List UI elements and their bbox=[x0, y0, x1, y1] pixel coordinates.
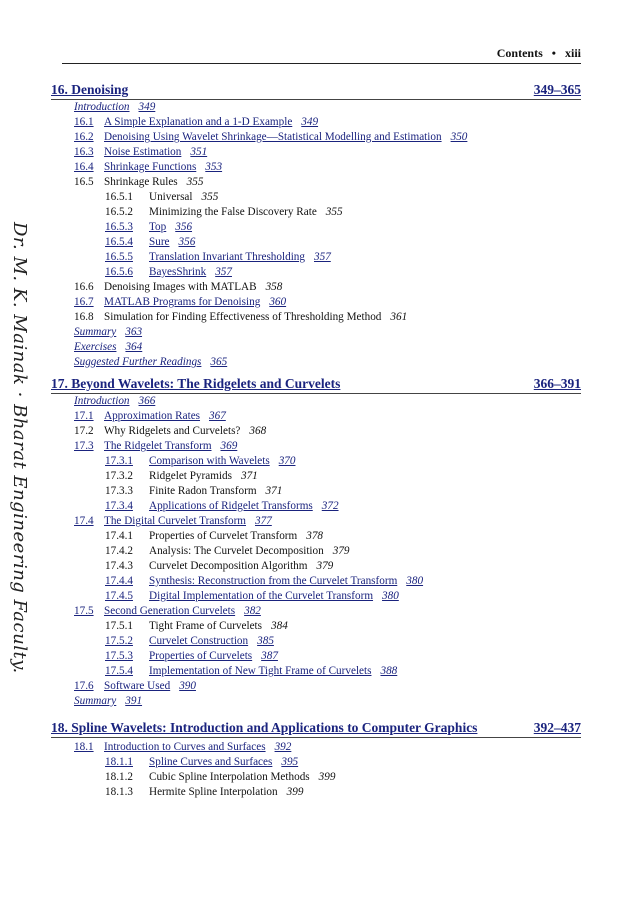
toc-entry[interactable] bbox=[74, 160, 222, 175]
toc-entry-page[interactable]: 366 bbox=[138, 395, 156, 407]
toc-entry bbox=[74, 310, 407, 325]
toc-entry[interactable] bbox=[74, 355, 227, 370]
toc-entry-number: 16.5.4 bbox=[105, 236, 133, 248]
chapter-page-range[interactable]: 349–365 bbox=[533, 82, 581, 97]
chapter-rule bbox=[51, 737, 581, 738]
toc-entry-number: 17.3 bbox=[74, 440, 94, 452]
toc-entry-title[interactable]: Software Used bbox=[104, 680, 171, 692]
toc-entry-title[interactable]: Denoising Using Wavelet Shrinkage—Statistical Modelling and Estimation bbox=[104, 131, 442, 143]
toc-entry-page[interactable]: 360 bbox=[269, 296, 287, 308]
toc-entry-page[interactable]: 364 bbox=[125, 341, 143, 353]
toc-entry-title: Finite Radon Transform bbox=[149, 485, 257, 497]
toc-entry-title[interactable]: Implementation of New Tight Frame of Curvelets bbox=[149, 665, 372, 677]
toc-entry-page[interactable]: 370 bbox=[278, 455, 296, 467]
toc-entry-page: 384 bbox=[271, 620, 288, 632]
toc-entry-page[interactable]: 390 bbox=[179, 680, 196, 692]
toc-entry bbox=[105, 619, 288, 634]
toc-entry-title[interactable]: Comparison with Wavelets bbox=[149, 455, 270, 467]
toc-entry-title[interactable]: Introduction bbox=[74, 101, 130, 113]
toc-entry-number: 18.1.1 bbox=[105, 756, 133, 768]
toc-entry-title[interactable]: Introduction bbox=[74, 395, 130, 407]
toc-entry bbox=[105, 190, 218, 205]
toc-entry-number: 17.3.1 bbox=[105, 455, 133, 467]
toc-entry-title[interactable]: The Digital Curvelet Transform bbox=[104, 515, 247, 527]
toc-entry[interactable] bbox=[74, 145, 207, 160]
toc-entry-number: 16.7 bbox=[74, 296, 94, 308]
running-head bbox=[62, 46, 581, 61]
toc-entry-number: 17.4.1 bbox=[105, 530, 133, 542]
chapter-title[interactable]: 16. Denoising bbox=[51, 82, 129, 97]
toc-entry[interactable] bbox=[74, 679, 196, 694]
toc-entry[interactable] bbox=[105, 499, 339, 514]
toc-entry-page[interactable]: 392 bbox=[274, 741, 292, 753]
toc-entry bbox=[105, 469, 258, 484]
handwritten-watermark: Dr. M. K. Mainak · Bharat Engineering Faculty. bbox=[9, 222, 30, 674]
toc-entry[interactable] bbox=[105, 664, 397, 679]
toc-entry bbox=[105, 484, 282, 499]
toc-entry-page: 399 bbox=[286, 786, 304, 798]
toc-entry[interactable] bbox=[105, 454, 295, 469]
toc-entry-page[interactable]: 388 bbox=[380, 665, 398, 677]
toc-entry-page[interactable]: 391 bbox=[125, 695, 143, 707]
toc-entry-page: 355 bbox=[201, 191, 219, 203]
toc-entry-number: 17.3.3 bbox=[105, 485, 133, 497]
toc-entry[interactable] bbox=[105, 589, 399, 604]
toc-entry-number: 16.5.1 bbox=[105, 191, 133, 203]
toc-entry-title: Shrinkage Rules bbox=[104, 176, 178, 188]
toc-entry-page: 361 bbox=[390, 311, 408, 323]
toc-entry-number: 17.5.3 bbox=[105, 650, 133, 662]
toc-entry-number: 17.4.4 bbox=[105, 575, 133, 587]
toc-entry-title: Properties of Curvelet Transform bbox=[149, 530, 298, 542]
toc-entry[interactable] bbox=[105, 265, 232, 280]
toc-entry-number: 16.5.2 bbox=[105, 206, 133, 218]
toc-entry-number: 17.4 bbox=[74, 515, 94, 527]
toc-entry-title: Minimizing the False Discovery Rate bbox=[149, 206, 317, 218]
toc-entry-page[interactable]: 349 bbox=[301, 116, 319, 128]
toc-entry-number: 16.2 bbox=[74, 131, 94, 143]
toc-entry-title: Hermite Spline Interpolation bbox=[149, 786, 278, 798]
toc-entry-number: 17.4.2 bbox=[105, 545, 133, 557]
toc-entry-number: 16.8 bbox=[74, 311, 94, 323]
toc-entry-title[interactable]: Digital Implementation of the Curvelet Transform bbox=[149, 590, 374, 602]
toc-entry-number: 17.3.4 bbox=[105, 500, 133, 512]
toc-entry-number: 18.1.2 bbox=[105, 771, 133, 783]
toc-entry-title: Simulation for Finding Effectiveness of Thresholding Method bbox=[104, 311, 382, 323]
toc-entry-title[interactable]: Spline Curves and Surfaces bbox=[149, 756, 273, 768]
toc-entry-page[interactable]: 365 bbox=[210, 356, 228, 368]
toc-entry bbox=[105, 770, 335, 785]
toc-entry-number: 16.5.3 bbox=[105, 221, 133, 233]
toc-entry-page: 399 bbox=[318, 771, 336, 783]
toc-entry-title[interactable]: Curvelet Construction bbox=[149, 635, 249, 647]
toc-entry-title[interactable]: Sure bbox=[149, 236, 170, 248]
toc-entry[interactable] bbox=[105, 755, 298, 770]
toc-entry[interactable] bbox=[105, 574, 423, 589]
toc-entry[interactable] bbox=[74, 394, 155, 409]
toc-entry-number: 17.5 bbox=[74, 605, 94, 617]
toc-entry-title[interactable]: Suggested Further Readings bbox=[74, 356, 202, 368]
toc-entry[interactable] bbox=[105, 634, 274, 649]
toc-entry-number: 17.3.2 bbox=[105, 470, 133, 482]
toc-entry-title: Why Ridgelets and Curvelets? bbox=[104, 425, 241, 437]
toc-entry-title: Cubic Spline Interpolation Methods bbox=[149, 771, 310, 783]
toc-entry[interactable] bbox=[105, 649, 278, 664]
toc-entry[interactable] bbox=[74, 295, 286, 310]
toc-entry-page: 371 bbox=[240, 470, 258, 482]
toc-entry-title[interactable]: Introduction to Curves and Surfaces bbox=[104, 741, 266, 753]
toc-entry-title[interactable]: Shrinkage Functions bbox=[104, 161, 197, 173]
toc-entry-title: Denoising Images with MATLAB bbox=[104, 281, 257, 293]
toc-entry-page[interactable]: 357 bbox=[314, 251, 331, 263]
toc-entry-title[interactable]: Exercises bbox=[74, 341, 117, 353]
chapter-title[interactable]: 17. Beyond Wavelets: The Ridgelets and Curvelets bbox=[51, 376, 341, 391]
toc-entry[interactable] bbox=[105, 250, 331, 265]
toc-entry-page[interactable]: 395 bbox=[281, 756, 299, 768]
toc-entry-number: 16.3 bbox=[74, 146, 94, 158]
toc-entry[interactable] bbox=[74, 409, 226, 424]
toc-entry-page: 379 bbox=[316, 560, 334, 572]
toc-entry[interactable] bbox=[74, 694, 142, 709]
chapter-title[interactable]: 18. Spline Wavelets: Introduction and Applications to Computer Graphics bbox=[51, 720, 478, 735]
toc-entry-page: 355 bbox=[325, 206, 343, 218]
running-head-section: Contents bbox=[496, 46, 543, 60]
toc-entry-page[interactable]: 385 bbox=[257, 635, 274, 647]
toc-entry-page: 368 bbox=[249, 425, 267, 437]
toc-entry-title[interactable]: Synthesis: Reconstruction from the Curvelet Transform bbox=[149, 575, 398, 587]
toc-entry-page: 358 bbox=[265, 281, 283, 293]
toc-entry-title[interactable]: Applications of Ridgelet Transforms bbox=[149, 500, 313, 512]
toc-entry-title[interactable]: BayesShrink bbox=[149, 266, 207, 278]
toc-entry-title[interactable]: Translation Invariant Thresholding bbox=[149, 251, 305, 263]
toc-entry-page[interactable]: 356 bbox=[175, 221, 193, 233]
toc-entry-page: 355 bbox=[186, 176, 204, 188]
toc-entry-page[interactable]: 387 bbox=[261, 650, 278, 662]
toc-entry-title[interactable]: The Ridgelet Transform bbox=[104, 440, 212, 452]
toc-entry-title: Tight Frame of Curvelets bbox=[149, 620, 263, 632]
bullet-icon: • bbox=[551, 46, 556, 60]
toc-entry-page[interactable]: 350 bbox=[450, 131, 468, 143]
toc-entry bbox=[105, 529, 323, 544]
toc-entry-title[interactable]: Summary bbox=[74, 326, 117, 338]
toc-entry-number: 18.1.3 bbox=[105, 786, 133, 798]
toc-entry bbox=[105, 205, 343, 220]
toc-entry-page[interactable]: 382 bbox=[244, 605, 261, 617]
toc-entry-page[interactable]: 363 bbox=[125, 326, 143, 338]
toc-entry[interactable] bbox=[74, 115, 318, 130]
toc-entry[interactable] bbox=[74, 439, 237, 454]
toc-entry-page[interactable]: 356 bbox=[178, 236, 196, 248]
toc-entry-title[interactable]: Properties of Curvelets bbox=[149, 650, 253, 662]
toc-entry-title: Ridgelet Pyramids bbox=[149, 470, 232, 482]
toc-entry-number: 17.4.3 bbox=[105, 560, 133, 572]
toc-entry bbox=[74, 424, 266, 439]
toc-entry[interactable] bbox=[74, 514, 272, 529]
toc-entry-page[interactable]: 349 bbox=[138, 101, 156, 113]
toc-entry[interactable] bbox=[74, 100, 155, 115]
toc-entry-page[interactable]: 377 bbox=[255, 515, 272, 527]
toc-entry-title[interactable]: Top bbox=[149, 221, 167, 233]
toc-entry-title[interactable]: A Simple Explanation and a 1-D Example bbox=[104, 116, 293, 128]
toc-entry-number: 16.1 bbox=[74, 116, 94, 128]
toc-entry bbox=[105, 544, 350, 559]
toc-entry[interactable] bbox=[74, 604, 261, 619]
toc-entry-number: 17.5.1 bbox=[105, 620, 133, 632]
toc-entry-page[interactable]: 372 bbox=[321, 500, 339, 512]
toc-entry bbox=[74, 175, 203, 190]
toc-entry-number: 16.6 bbox=[74, 281, 94, 293]
toc-entry bbox=[105, 785, 303, 800]
toc-entry bbox=[105, 559, 333, 574]
toc-entry-title[interactable]: Second Generation Curvelets bbox=[104, 605, 236, 617]
toc-entry[interactable] bbox=[105, 235, 195, 250]
toc-entry[interactable] bbox=[74, 130, 467, 145]
toc-entry-number: 17.5.2 bbox=[105, 635, 133, 647]
toc-entry-page[interactable]: 357 bbox=[215, 266, 232, 278]
chapter-page-range[interactable]: 366–391 bbox=[533, 376, 581, 391]
toc-entry-number: 16.4 bbox=[74, 161, 94, 173]
toc-entry-page[interactable]: 369 bbox=[220, 440, 238, 452]
chapter-page-range[interactable]: 392–437 bbox=[533, 720, 581, 735]
toc-entry-number: 16.5 bbox=[74, 176, 94, 188]
toc-entry-page: 379 bbox=[332, 545, 350, 557]
toc-entry-page[interactable]: 367 bbox=[209, 410, 226, 422]
toc-entry-page: 378 bbox=[306, 530, 323, 542]
toc-entry-page: 371 bbox=[265, 485, 283, 497]
toc-entry-number: 17.2 bbox=[74, 425, 94, 437]
toc-entry[interactable] bbox=[74, 325, 142, 340]
toc-entry-number: 18.1 bbox=[74, 741, 94, 753]
toc-entry-title[interactable]: Noise Estimation bbox=[104, 146, 182, 158]
toc-entry-page[interactable]: 351 bbox=[190, 146, 208, 158]
toc-entry-title[interactable]: MATLAB Programs for Denoising bbox=[104, 296, 261, 308]
toc-entry-number: 16.5.5 bbox=[105, 251, 133, 263]
toc-entry-number: 17.4.5 bbox=[105, 590, 133, 602]
toc-entry[interactable] bbox=[105, 220, 192, 235]
toc-entry-title[interactable]: Summary bbox=[74, 695, 117, 707]
toc-entry-number: 17.1 bbox=[74, 410, 94, 422]
toc-entry bbox=[74, 280, 282, 295]
toc-entry-page[interactable]: 353 bbox=[205, 161, 223, 173]
toc-entry-title: Analysis: The Curvelet Decomposition bbox=[149, 545, 324, 557]
header-rule bbox=[62, 63, 581, 64]
toc-entry-number: 17.5.4 bbox=[105, 665, 133, 677]
running-head-page: xiii bbox=[564, 46, 581, 60]
toc-entry-page[interactable]: 380 bbox=[406, 575, 424, 587]
toc-entry-title[interactable]: Approximation Rates bbox=[104, 410, 201, 422]
toc-entry-page[interactable]: 380 bbox=[382, 590, 399, 602]
toc-entry-title: Curvelet Decomposition Algorithm bbox=[149, 560, 308, 572]
toc-entry-number: 16.5.6 bbox=[105, 266, 133, 278]
toc-entry-title: Universal bbox=[149, 191, 193, 203]
toc-entry[interactable] bbox=[74, 340, 142, 355]
toc-entry[interactable] bbox=[74, 740, 291, 755]
toc-entry-number: 17.6 bbox=[74, 680, 94, 692]
